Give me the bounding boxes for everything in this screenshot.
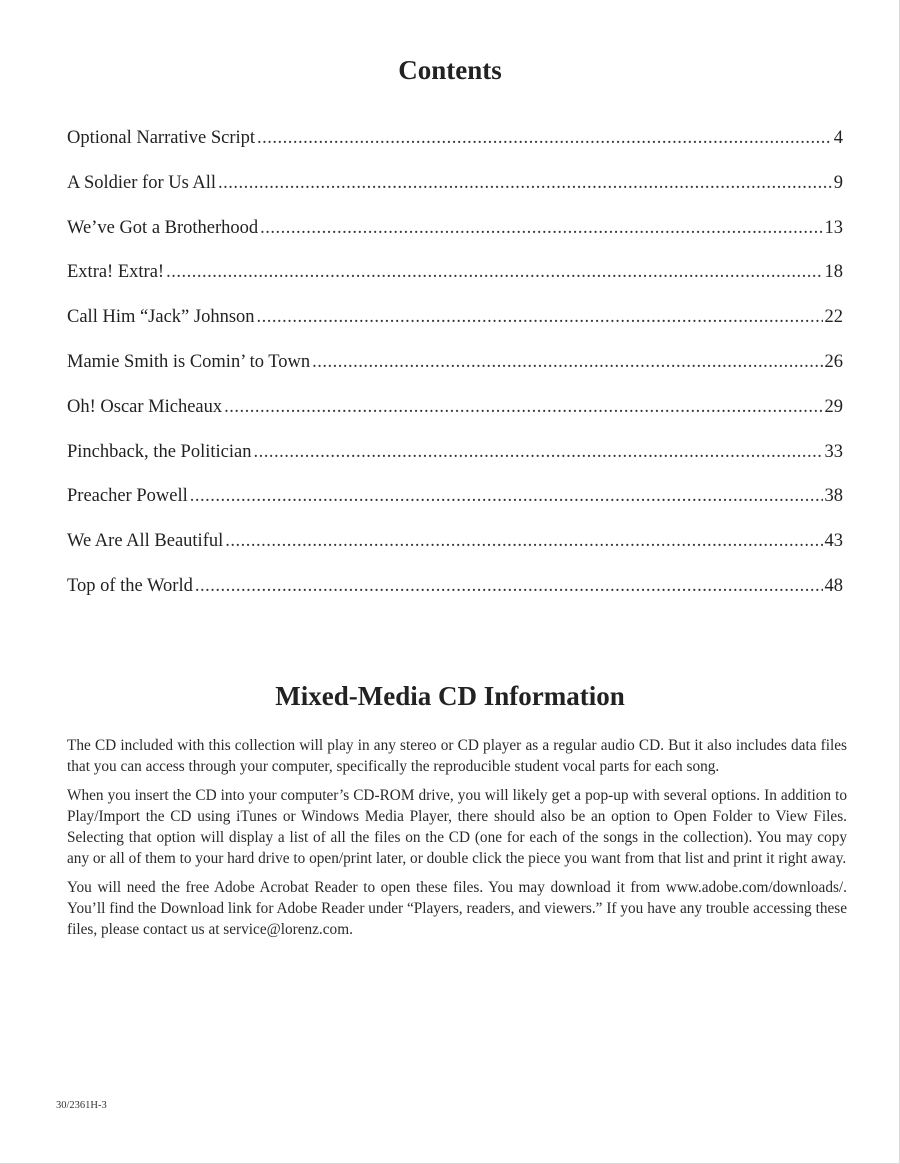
toc-entry-page: 9 <box>833 172 843 193</box>
toc-entry-title: Mamie Smith is Comin’ to Town <box>67 351 311 372</box>
cd-info-heading: Mixed-Media CD Information <box>275 681 625 711</box>
toc-entry-page: 29 <box>824 396 843 417</box>
toc-entry-title: A Soldier for Us All <box>67 172 217 193</box>
toc-entry <box>67 307 843 352</box>
toc-entry <box>67 486 843 531</box>
cd-info-paragraph: When you insert the CD into your computer’s CD-ROM drive, you will likely get a pop-up with several options. In addition to Play/Import the CD using iTunes or Windows Media Player, there should also be an option to Open Folder to View Files. Selecting that option will display a list of all the files on the CD (one for each of the songs in the collection). You may copy any or all of them to your hard drive to open/print later, or double click the piece you want from that list and print it right away. <box>67 786 847 868</box>
toc-entry <box>67 218 843 263</box>
toc-entry-title: Top of the World <box>67 575 193 596</box>
catalog-code: 30/2361H-3 <box>56 1100 107 1111</box>
toc-entry <box>67 531 843 576</box>
toc-leader-dots <box>253 442 822 463</box>
toc-leader-dots <box>195 576 823 597</box>
toc-entry <box>67 262 843 307</box>
toc-entry-page: 13 <box>824 217 843 238</box>
toc-entry-title: Call Him “Jack” Johnson <box>67 307 255 328</box>
cd-info-paragraph: You will need the free Adobe Acrobat Reader to open these files. You may download it from www.adobe.com/downloads/. You’ll find the Download link for Adobe Reader under “Players, readers, and viewers.” If you have any trouble accessing these files, please contact us at service@lorenz.com. <box>67 878 847 939</box>
toc-entry-title: Extra! Extra! <box>67 262 165 283</box>
table-of-contents <box>67 128 843 621</box>
cd-info-paragraph: The CD included with this collection will play in any stereo or CD player as a regular audio CD. But it also includes data files that you can access through your computer, specifically the reproducible student vocal parts for each song. <box>67 737 847 776</box>
toc-entry-page: 48 <box>824 575 843 596</box>
toc-entry <box>67 576 843 621</box>
toc-entry-page: 4 <box>833 128 843 148</box>
toc-entry-page: 38 <box>824 486 843 507</box>
toc-leader-dots <box>166 262 822 283</box>
toc-entry-page: 43 <box>824 531 843 552</box>
toc-entry-page: 33 <box>824 441 843 462</box>
toc-entry-title: Optional Narrative Script <box>67 128 256 148</box>
toc-entry <box>67 128 843 173</box>
toc-leader-dots <box>260 218 822 239</box>
toc-leader-dots <box>257 307 823 328</box>
toc-leader-dots <box>224 397 822 418</box>
toc-entry-title: Pinchback, the Politician <box>67 441 252 462</box>
toc-entry-title: We Are All Beautiful <box>67 531 224 552</box>
toc-entry <box>67 173 843 218</box>
cd-info-body <box>67 735 847 948</box>
toc-leader-dots <box>190 486 823 507</box>
toc-leader-dots <box>218 173 832 194</box>
toc-entry-page: 18 <box>824 262 843 283</box>
toc-entry-page: 22 <box>824 307 843 328</box>
toc-leader-dots <box>257 128 832 149</box>
toc-entry-title: We’ve Got a Brotherhood <box>67 217 259 238</box>
contents-heading: Contents <box>398 55 502 85</box>
toc-leader-dots <box>225 531 822 552</box>
toc-entry-title: Oh! Oscar Micheaux <box>67 396 223 417</box>
toc-entry-title: Preacher Powell <box>67 486 188 507</box>
toc-entry-page: 26 <box>824 351 843 372</box>
toc-leader-dots <box>312 352 822 373</box>
toc-entry <box>67 352 843 397</box>
toc-entry <box>67 442 843 487</box>
toc-entry <box>67 397 843 442</box>
